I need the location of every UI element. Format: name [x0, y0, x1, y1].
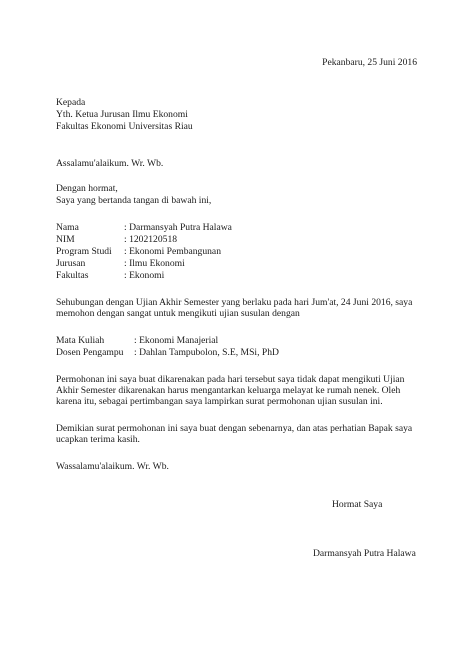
- identity-label-jurusan: Jurusan: [56, 258, 86, 269]
- identity-value-name: : Darmansyah Putra Halawa: [124, 222, 232, 233]
- signer-name: Darmansyah Putra Halawa: [313, 548, 416, 559]
- identity-label-fakultas: Fakultas: [56, 270, 89, 281]
- identity-value-nim: : 1202120518: [124, 234, 178, 245]
- paragraph-reason-line-1: Permohonan ini saya buat dikarenakan pada hari tersebut saya tidak dapat mengikuti Ujian: [56, 374, 405, 385]
- paragraph-request: [56, 297, 418, 319]
- date-line: Pekanbaru, 25 Juni 2016: [322, 57, 417, 68]
- course-value-mata-kuliah: : Ekonomi Manajerial: [134, 335, 219, 346]
- paragraph-request-line-2: memohon dengan sangat untuk mengikuti ujian susulan dengan: [56, 308, 300, 319]
- paragraph-closing: [56, 423, 418, 445]
- paragraph-closing-line-2: ucapkan terima kasih.: [56, 434, 140, 445]
- closing-salutation: Wassalamu'alaikum. Wr. Wb.: [56, 461, 169, 472]
- recipient-line-3: Fakultas Ekonomi Universitas Riau: [56, 121, 193, 132]
- recipient-line-1: Kepada: [56, 97, 86, 108]
- course-label-mata-kuliah: Mata Kuliah: [56, 335, 105, 346]
- paragraph-reason: [56, 374, 418, 407]
- paragraph-reason-line-3: karena itu, sebagai pertimbangan saya lampirkan surat permohonan ujian susulan ini.: [56, 396, 383, 407]
- recipient-line-2: Yth. Ketua Jurusan Ilmu Ekonomi: [56, 109, 188, 120]
- identity-label-name: Nama: [56, 222, 79, 233]
- course-label-dosen: Dosen Pengampu: [56, 347, 124, 358]
- closing-phrase: Hormat Saya: [332, 499, 383, 510]
- identity-label-program: Program Studi: [56, 246, 112, 257]
- opening-line-2: Saya yang bertanda tangan di bawah ini,: [56, 195, 212, 206]
- identity-value-jurusan: : Ilmu Ekonomi: [124, 258, 185, 269]
- paragraph-reason-line-2: Akhir Semester dikarenakan harus mengantarkan keluarga melayat ke rumah nenek. Oleh: [56, 385, 401, 396]
- identity-label-nim: NIM: [56, 234, 75, 245]
- salutation: Assalamu'alaikum. Wr. Wb.: [56, 158, 164, 169]
- identity-value-fakultas: : Ekonomi: [124, 270, 165, 281]
- paragraph-closing-line-1: Demikian surat permohonan ini saya buat dengan sebenarnya, dan atas perhatian Bapak saya: [56, 423, 413, 434]
- paragraph-request-line-1: Sehubungan dengan Ujian Akhir Semester yang berlaku pada hari Jum'at, 24 Juni 2016, saya: [56, 297, 413, 308]
- identity-value-program: : Ekonomi Pembangunan: [124, 246, 221, 257]
- course-value-dosen: : Dahlan Tampubolon, S.E, MSi, PhD: [134, 347, 279, 358]
- opening-line-1: Dengan hormat,: [56, 183, 118, 194]
